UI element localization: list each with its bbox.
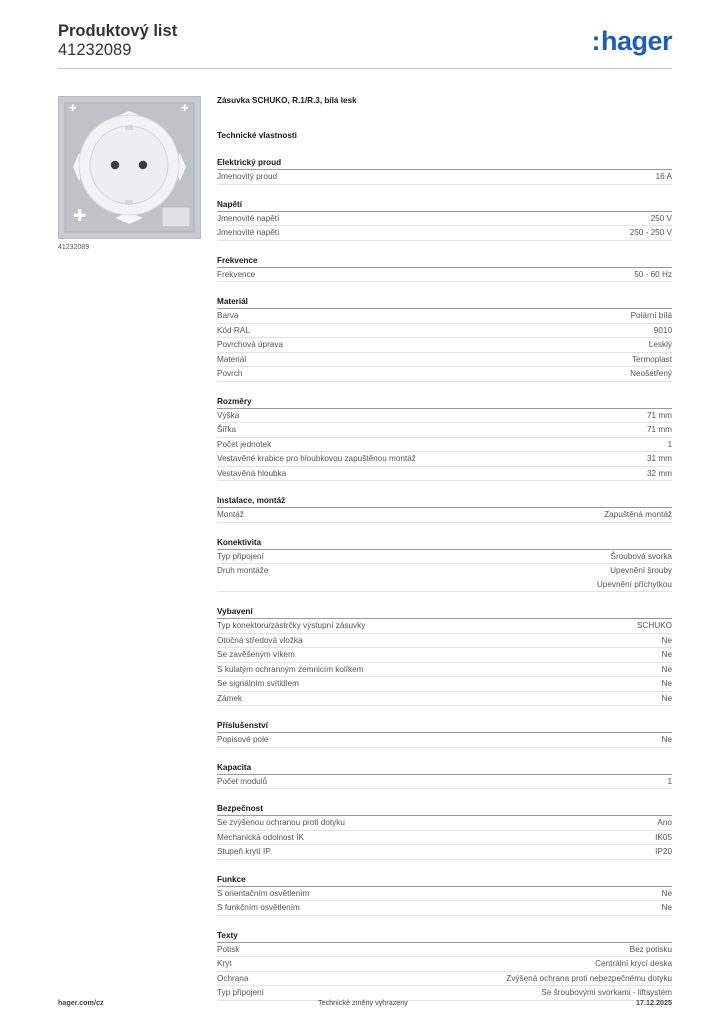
property-row (217, 409, 672, 424)
property-label: Jmenovité napětí (217, 213, 280, 223)
property-value-line: 50 - 60 Hz (634, 269, 672, 279)
property-value (631, 309, 672, 323)
property-value (630, 943, 672, 957)
property-row (217, 438, 672, 453)
property-value (655, 831, 672, 845)
property-value (662, 648, 672, 662)
property-label: Šířka (217, 425, 237, 434)
property-value (595, 957, 672, 971)
property-value (647, 409, 672, 423)
property-value-line: 1 (667, 439, 672, 449)
property-value-line: SCHUKO (636, 621, 672, 630)
property-group (217, 761, 672, 790)
property-value (649, 338, 672, 352)
property-row (217, 508, 672, 523)
group-title: Napětí (217, 198, 672, 212)
svg-text:✚: ✚ (73, 206, 87, 225)
property-value (662, 901, 672, 915)
document-number: 41232089 (58, 41, 132, 59)
property-label: Otočná středová vložka (217, 635, 303, 645)
property-value (662, 677, 672, 691)
property-value (654, 324, 672, 338)
property-value-line: Ne (661, 650, 672, 659)
property-row (217, 268, 672, 283)
property-label: Povrch (217, 369, 243, 378)
group-title: Příslušenství (217, 719, 672, 733)
property-label: S orientačním osvětlením (217, 888, 310, 898)
property-value-line: 16 A (655, 172, 672, 181)
property-value-line: Ne (661, 888, 672, 898)
property-value (632, 353, 672, 367)
property-group (217, 873, 672, 916)
property-row (217, 309, 672, 324)
property-value-line: Lesklý (648, 340, 672, 349)
property-value (611, 550, 672, 564)
property-label: Popisové pole (217, 735, 269, 744)
property-value (647, 467, 672, 481)
property-label: Montáž (217, 510, 244, 519)
group-title: Frekvence (217, 254, 672, 268)
property-row (217, 452, 672, 467)
property-row (217, 901, 672, 916)
property-row (217, 775, 672, 790)
property-value (655, 845, 672, 859)
property-value-line: Ne (661, 635, 672, 645)
property-value-line: 31 mm (646, 454, 672, 463)
property-label: Počet modulů (217, 776, 268, 786)
property-value-line: Bez potisku (629, 944, 672, 954)
svg-text:✚: ✚ (69, 104, 77, 114)
property-label: Typ připojení (217, 551, 264, 561)
property-row (217, 212, 672, 227)
property-value-line: Se šroubovými svorkami - liftsystém (541, 988, 672, 997)
property-label: Vestavěné krabice pro hloubkovou zapuštěnou montáž (217, 454, 416, 463)
property-label: Frekvence (217, 269, 256, 279)
property-value (506, 972, 672, 986)
property-value (662, 634, 672, 648)
property-value-line: 250 V (650, 213, 672, 223)
property-label: Materiál (217, 354, 247, 364)
property-value-line: Ne (661, 735, 672, 744)
property-value-line: 9010 (653, 325, 672, 335)
property-row (217, 367, 672, 382)
property-row (217, 564, 672, 592)
group-title: Elektrický proud (217, 156, 672, 170)
property-row (217, 677, 672, 692)
group-title: Bezpečnost (217, 802, 672, 816)
property-row (217, 887, 672, 902)
header-divider (58, 68, 672, 69)
property-row (217, 619, 672, 634)
group-title: Rozměry (217, 395, 672, 409)
property-label: Zámek (217, 693, 243, 703)
property-value (597, 564, 672, 591)
property-row (217, 692, 672, 707)
property-label: S funkčním osvětlením (217, 903, 300, 912)
property-value-line: Ne (661, 664, 672, 674)
property-row (217, 423, 672, 438)
property-value-line: IK05 (655, 832, 672, 842)
property-value-line: Centrální krycí deska (595, 959, 672, 968)
property-row (217, 816, 672, 831)
property-group (217, 802, 672, 860)
property-value-line: Ne (661, 903, 672, 912)
product-name: Zásuvka SCHUKO, R.1/R.3, bílá lesk (217, 96, 357, 105)
property-row (217, 845, 672, 860)
property-value-line: Ano (657, 818, 672, 827)
property-label: Kód RAL (217, 325, 250, 335)
socket-illustration (59, 97, 200, 238)
property-value-line: 250 - 250 V (629, 228, 672, 237)
footer-website-link[interactable]: hager.com/cz (58, 998, 104, 1007)
header (58, 22, 177, 60)
property-group (217, 605, 672, 706)
group-title: Kapacita (217, 761, 672, 775)
property-label: Povrchová úprava (217, 340, 283, 349)
property-value-line: Upevnění šrouby (610, 566, 672, 575)
property-row (217, 831, 672, 846)
product-image (58, 96, 201, 239)
property-group (217, 719, 672, 748)
property-row (217, 338, 672, 353)
property-label: Typ připojení (217, 988, 264, 997)
property-group (217, 295, 672, 382)
property-label: Ochrana (217, 973, 249, 983)
property-value-line: 71 mm (646, 410, 672, 420)
hager-logo[interactable]: :hager (591, 26, 672, 56)
document-title: Produktový list (58, 22, 178, 40)
property-row (217, 170, 672, 185)
property-label: Vestavěná hloubka (217, 468, 287, 478)
group-title: Materiál (217, 295, 672, 309)
property-value-line: Šroubová svorka (610, 551, 672, 561)
property-row (217, 943, 672, 958)
footer-notice: Technické změny vyhrazeny (318, 998, 408, 1007)
property-row (217, 226, 672, 241)
property-value (637, 619, 672, 633)
property-value-line: IP20 (655, 847, 672, 856)
property-value-line: Ne (661, 679, 672, 688)
property-row (217, 957, 672, 972)
image-caption: 41232089 (58, 244, 90, 251)
property-value-line: Upevnění příchytkou (596, 579, 672, 589)
property-value (662, 663, 672, 677)
property-value (662, 887, 672, 901)
property-group (217, 156, 672, 185)
property-group (217, 929, 672, 1001)
property-row (217, 324, 672, 339)
group-title: Vybavení (217, 605, 672, 619)
property-value-line: 1 (667, 776, 672, 786)
property-value (651, 212, 672, 226)
property-label: Se signálním svítidlem (217, 679, 299, 688)
property-label: Druh montáže (217, 566, 269, 575)
property-group (217, 536, 672, 593)
property-label: Počet jednotek (217, 439, 272, 449)
property-value (630, 226, 672, 240)
property-label: Stupeň krytí IP (217, 847, 271, 856)
property-label: Jmenovité napětí (217, 228, 280, 237)
property-value (647, 452, 672, 466)
property-label: S kulatým ochranným zemnicím kolíkem (217, 664, 364, 674)
property-label: Výška (217, 410, 240, 420)
property-value-line: 71 mm (646, 425, 672, 434)
property-value (604, 508, 672, 522)
group-title: Funkce (217, 873, 672, 887)
property-label: Potisk (217, 944, 240, 954)
property-label: Jmenovitý proud (217, 172, 278, 181)
property-value-line: Polární bílá (630, 311, 672, 320)
property-group (217, 395, 672, 482)
svg-text:✚: ✚ (181, 104, 189, 114)
property-value (662, 692, 672, 706)
property-group (217, 198, 672, 241)
property-value (647, 423, 672, 437)
property-value-line: Termoplast (631, 354, 672, 364)
property-label: Kryt (217, 959, 232, 968)
property-row (217, 634, 672, 649)
property-row (217, 648, 672, 663)
group-title: Texty (217, 929, 672, 943)
property-value (630, 367, 672, 381)
property-value (656, 170, 672, 184)
property-row (217, 972, 672, 987)
property-groups (217, 156, 672, 1001)
property-value-line: Neošetřený (630, 369, 672, 378)
group-title: Instalace, montáž (217, 494, 672, 508)
footer-date: 17.12.2025 (636, 998, 672, 1007)
property-label: Typ konektoru/zástrčky výstupní zásuvky (217, 621, 366, 630)
property-row (217, 986, 672, 1001)
property-row (217, 550, 672, 565)
property-row (217, 663, 672, 678)
property-row (217, 733, 672, 748)
property-label: Se zavěšeným víkem (217, 650, 295, 659)
property-group (217, 254, 672, 283)
property-value (667, 775, 672, 789)
technical-properties (217, 95, 672, 1001)
property-value-line: 32 mm (646, 468, 672, 478)
section-heading: Technické vlastnosti (217, 131, 297, 140)
property-label: Mechanická odolnost IK (217, 832, 304, 842)
property-group (217, 494, 672, 523)
group-title: Konektivita (217, 536, 672, 550)
property-value-line: Zvýšená ochrana proti nebezpečnému dotyku (506, 973, 672, 983)
property-value-line: Zapuštěná montáž (604, 510, 672, 519)
property-value (657, 816, 672, 830)
property-value-line: Ne (661, 693, 672, 703)
property-value (667, 438, 672, 452)
property-row (217, 467, 672, 482)
property-label: Se zvýšenou ochranou proti dotyku (217, 818, 345, 827)
property-label: Barva (217, 311, 239, 320)
property-value (634, 268, 672, 282)
property-value (662, 733, 672, 747)
property-row (217, 353, 672, 368)
